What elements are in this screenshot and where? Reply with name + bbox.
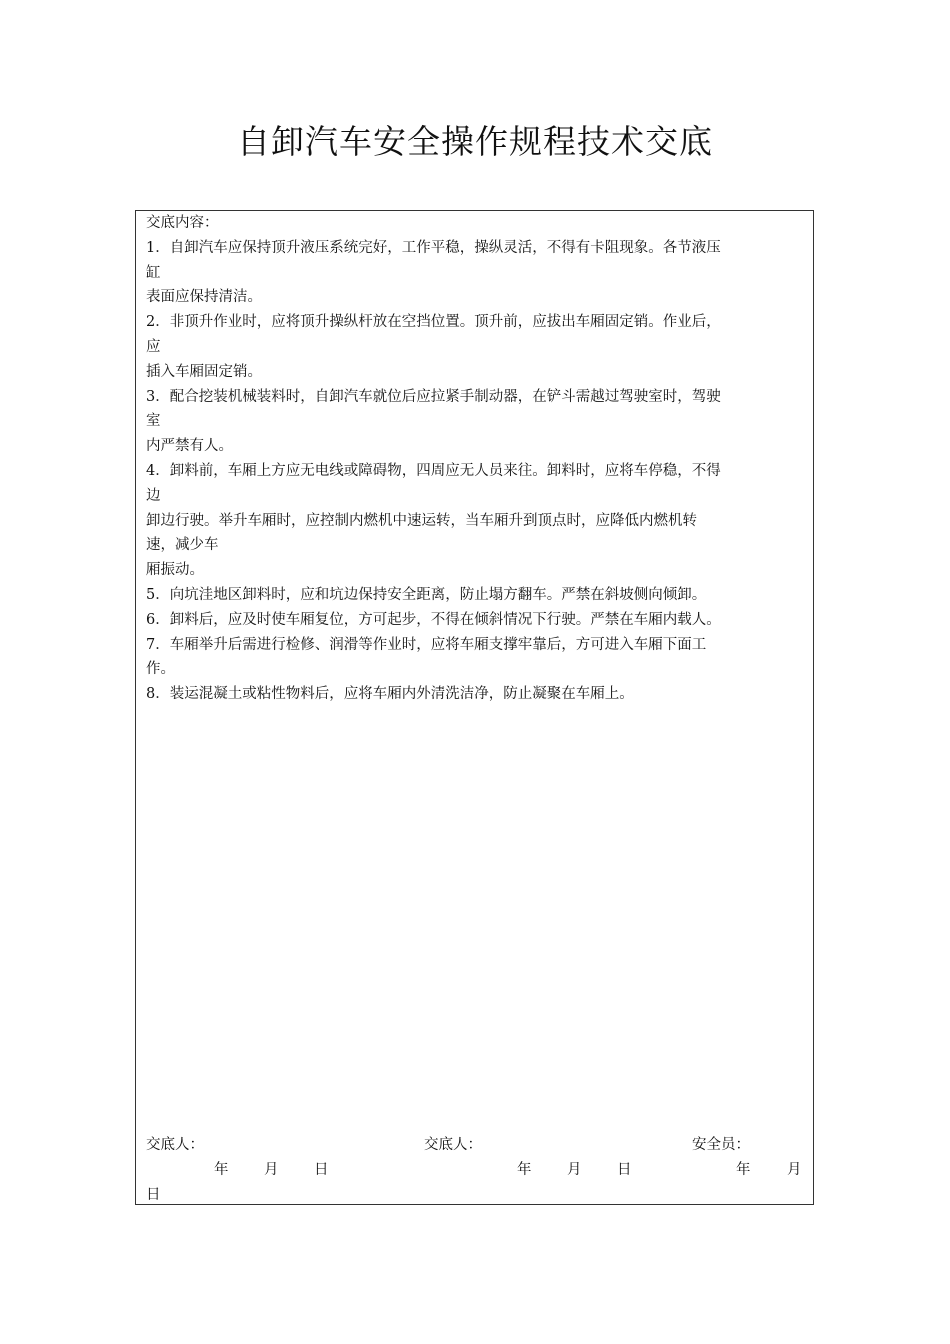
content-line: 6．卸料后，应及时使车厢复位，方可起步，不得在倾斜情况下行驶。严禁在车厢内载人。 [146,611,721,628]
safety-officer-label: 安全员： [692,1137,750,1153]
content-line: 缸 [146,264,161,281]
content-line: 厢振动。 [146,562,204,579]
page-title: 自卸汽车安全操作规程技术交底 [237,122,713,161]
safety-date-month: 月 [787,1162,802,1178]
content-line: 8．装运混凝土或粘性物料后，应将车厢内外清洗洁净，防止凝聚在车厢上。 [146,686,634,703]
content-line: 4．卸料前，车厢上方应无电线或障碍物，四周应无人员来往。卸料时，应将车停稳，不得 [146,462,721,479]
content-line: 5．向坑洼地区卸料时，应和坑边保持安全距离，防止塌方翻车。严禁在斜坡侧向倾卸。 [146,586,707,603]
receiver-date-month: 月 [567,1162,582,1178]
discloser-date-year: 年 [214,1162,229,1178]
content-line: 3．配合挖装机械装料时，自卸汽车就位后应拉紧手制动器，在铲斗需越过驾驶室时，驾驶 [146,388,721,405]
disclosure-form [135,210,814,1205]
safety-date-day: 日 [146,1187,161,1203]
disclosure-content [146,211,810,707]
content-line: 表面应保持清洁。 [146,289,262,306]
content-line: 边 [146,487,161,504]
content-line: 1．自卸汽车应保持顶升液压系统完好，工作平稳，操纵灵活，不得有卡阻现象。各节液压 [146,239,721,256]
discloser-date-month: 月 [264,1162,279,1178]
content-heading: 交底内容： [146,215,219,231]
content-line: 速，减少车 [146,537,219,554]
receiver-date-day: 日 [617,1162,632,1178]
discloser-label: 交底人： [146,1137,204,1153]
safety-date-year: 年 [736,1162,751,1178]
content-line: 内严禁有人。 [146,438,233,455]
discloser-date-day: 日 [314,1162,329,1178]
content-line: 室 [146,413,161,430]
receiver-date-year: 年 [517,1162,532,1178]
content-line: 作。 [146,661,175,678]
content-line: 应 [146,338,161,355]
content-line: 2．非顶升作业时，应将顶升操纵杆放在空挡位置。顶升前，应拔出车厢固定销。作业后， [146,314,721,331]
content-line: 插入车厢固定销。 [146,363,262,380]
content-line: 卸边行驶。举升车厢时，应控制内燃机中速运转，当车厢升到顶点时，应降低内燃机转 [146,512,697,529]
content-line: 7．车厢举升后需进行检修、润滑等作业时，应将车厢支撑牢靠后，方可进入车厢下面工 [146,636,707,653]
receiver-label: 交底人： [424,1137,482,1153]
